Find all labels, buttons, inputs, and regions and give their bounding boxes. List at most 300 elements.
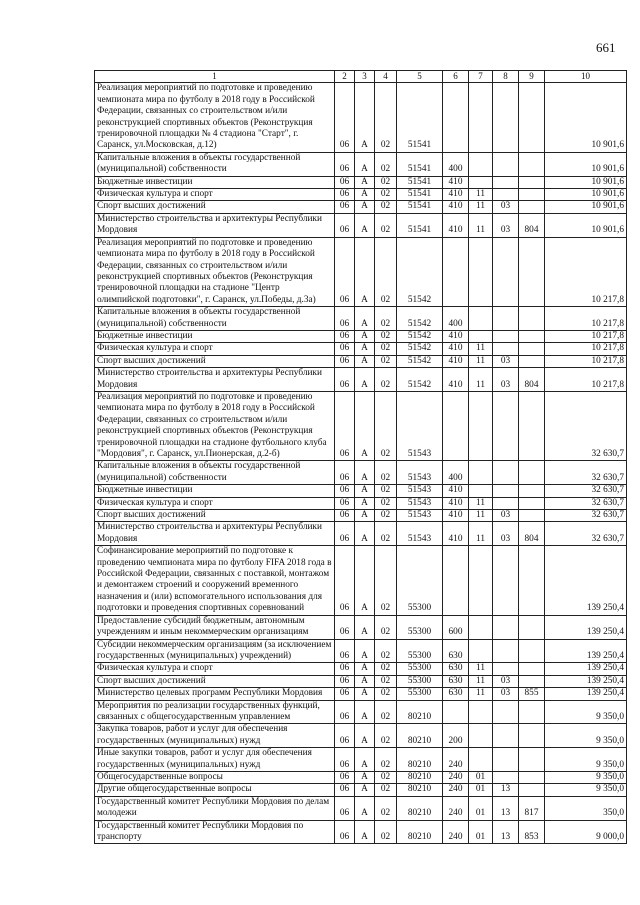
row-code: А xyxy=(355,724,375,748)
row-code: 80210 xyxy=(397,724,443,748)
row-code: 02 xyxy=(375,663,397,675)
row-code: 03 xyxy=(493,675,519,687)
row-code: 11 xyxy=(469,343,493,355)
row-amount: 10 217,8 xyxy=(545,330,627,342)
row-code: 06 xyxy=(335,391,355,460)
column-header: 3 xyxy=(355,71,375,83)
row-code: 804 xyxy=(519,522,545,546)
row-code: А xyxy=(355,189,375,201)
row-description: Капитальные вложения в объекты государственной (муниципальной) собственности xyxy=(95,152,335,176)
row-description: Бюджетные инвестиции xyxy=(95,176,335,188)
row-code: 06 xyxy=(335,368,355,392)
row-code: А xyxy=(355,237,375,306)
table-row xyxy=(95,675,627,687)
row-code: 410 xyxy=(443,176,469,188)
row-code xyxy=(493,771,519,783)
row-code: А xyxy=(355,663,375,675)
row-code xyxy=(493,189,519,201)
row-code: 03 xyxy=(493,368,519,392)
table-row xyxy=(95,343,627,355)
table-row xyxy=(95,771,627,783)
row-code: 06 xyxy=(335,748,355,772)
table-row xyxy=(95,355,627,367)
row-code xyxy=(493,237,519,306)
row-description: Спорт высших достижений xyxy=(95,510,335,522)
row-code: А xyxy=(355,485,375,497)
row-code: А xyxy=(355,546,375,615)
row-code: 240 xyxy=(443,820,469,844)
row-code: 11 xyxy=(469,355,493,367)
row-code: 51543 xyxy=(397,497,443,509)
row-description: Капитальные вложения в объекты государственной (муниципальной) собственности xyxy=(95,307,335,331)
row-code: 02 xyxy=(375,152,397,176)
row-code: 03 xyxy=(493,201,519,213)
row-code: 80210 xyxy=(397,784,443,796)
row-code: 51541 xyxy=(397,176,443,188)
row-code xyxy=(519,201,545,213)
row-code: 06 xyxy=(335,724,355,748)
row-code: 06 xyxy=(335,485,355,497)
row-description: Другие общегосударственные вопросы xyxy=(95,784,335,796)
row-code: 01 xyxy=(469,771,493,783)
row-code xyxy=(469,639,493,663)
table-row xyxy=(95,497,627,509)
table-row xyxy=(95,820,627,844)
row-code: 02 xyxy=(375,83,397,152)
row-code xyxy=(493,330,519,342)
table-row xyxy=(95,152,627,176)
row-code: 02 xyxy=(375,820,397,844)
row-code: А xyxy=(355,176,375,188)
row-code: 02 xyxy=(375,201,397,213)
row-code: 55300 xyxy=(397,675,443,687)
row-code xyxy=(493,663,519,675)
row-code xyxy=(469,615,493,639)
row-description: Физическая культура и спорт xyxy=(95,343,335,355)
table-row xyxy=(95,307,627,331)
row-amount: 139 250,4 xyxy=(545,663,627,675)
row-code: 51542 xyxy=(397,355,443,367)
row-amount: 9 350,0 xyxy=(545,748,627,772)
row-code: 06 xyxy=(335,461,355,485)
row-code: А xyxy=(355,307,375,331)
row-code: 06 xyxy=(335,771,355,783)
row-code: 02 xyxy=(375,522,397,546)
row-description: Софинансирование мероприятий по подготовке к проведению чемпионата мира по футболу FIFA 2018 года в Российской Федерации, связанных с поставкой, монтажом и демонтажем строений и сооружений временного назначения и (или) вспомогательного использования для подготовки и проведения спортивных соревнований xyxy=(95,546,335,615)
table-row xyxy=(95,700,627,724)
row-code: 817 xyxy=(519,796,545,820)
row-code xyxy=(469,237,493,306)
row-code xyxy=(469,307,493,331)
row-code xyxy=(519,391,545,460)
row-code xyxy=(519,152,545,176)
row-code xyxy=(519,784,545,796)
row-code: 13 xyxy=(493,784,519,796)
row-code: А xyxy=(355,152,375,176)
row-code: 410 xyxy=(443,343,469,355)
row-amount: 32 630,7 xyxy=(545,497,627,509)
table-row xyxy=(95,510,627,522)
row-code: 02 xyxy=(375,343,397,355)
row-code: 11 xyxy=(469,189,493,201)
row-code: 630 xyxy=(443,663,469,675)
row-code: 06 xyxy=(335,83,355,152)
row-code xyxy=(469,83,493,152)
row-description: Министерство целевых программ Республики Мордовия xyxy=(95,688,335,700)
row-code: 02 xyxy=(375,391,397,460)
row-code xyxy=(469,485,493,497)
table-row xyxy=(95,639,627,663)
row-code: А xyxy=(355,615,375,639)
row-code: 55300 xyxy=(397,615,443,639)
row-code: 06 xyxy=(335,675,355,687)
row-code xyxy=(469,700,493,724)
row-description: Мероприятия по реализации государственных функций, связанных с общегосударственным управлением xyxy=(95,700,335,724)
row-code xyxy=(519,700,545,724)
page-number: 661 xyxy=(596,40,616,55)
row-code: А xyxy=(355,461,375,485)
row-amount: 139 250,4 xyxy=(545,688,627,700)
row-code: 02 xyxy=(375,546,397,615)
row-code: 02 xyxy=(375,510,397,522)
row-code xyxy=(519,675,545,687)
row-code xyxy=(493,639,519,663)
row-description: Предоставление субсидий бюджетным, автономным учреждениям и иным некоммерческим организациям xyxy=(95,615,335,639)
row-code xyxy=(519,330,545,342)
row-code: 02 xyxy=(375,213,397,237)
row-amount: 10 217,8 xyxy=(545,355,627,367)
row-code: 11 xyxy=(469,213,493,237)
row-code: 11 xyxy=(469,201,493,213)
row-code: 06 xyxy=(335,189,355,201)
row-code xyxy=(469,330,493,342)
row-code xyxy=(493,152,519,176)
table-row xyxy=(95,213,627,237)
row-code: 06 xyxy=(335,213,355,237)
row-code: 02 xyxy=(375,688,397,700)
row-amount: 10 901,6 xyxy=(545,83,627,152)
row-code: 06 xyxy=(335,237,355,306)
row-code: 80210 xyxy=(397,748,443,772)
row-code xyxy=(493,748,519,772)
table-row xyxy=(95,391,627,460)
row-code: 01 xyxy=(469,820,493,844)
row-amount: 10 217,8 xyxy=(545,237,627,306)
row-code: 02 xyxy=(375,700,397,724)
row-code: 51541 xyxy=(397,213,443,237)
row-code: 853 xyxy=(519,820,545,844)
row-code: А xyxy=(355,771,375,783)
row-code xyxy=(493,343,519,355)
row-amount: 9 350,0 xyxy=(545,724,627,748)
table-row xyxy=(95,189,627,201)
row-code: 13 xyxy=(493,796,519,820)
row-code: 51542 xyxy=(397,343,443,355)
row-code: А xyxy=(355,796,375,820)
row-amount: 139 250,4 xyxy=(545,675,627,687)
row-code: 06 xyxy=(335,784,355,796)
row-description: Физическая культура и спорт xyxy=(95,189,335,201)
row-description: Реализация мероприятий по подготовке и проведению чемпионата мира по футболу в 2018 году в Российской Федерации, связанных со строительством и/или реконструкцией спортивных объектов (Реконструкция тренировочной площадки № 4 стадиона "Старт", г. Саранск, ул.Московская, д.12) xyxy=(95,83,335,152)
row-code xyxy=(493,724,519,748)
column-header: 10 xyxy=(545,71,627,83)
row-code xyxy=(469,546,493,615)
row-code: 02 xyxy=(375,355,397,367)
column-header: 6 xyxy=(443,71,469,83)
row-code: 02 xyxy=(375,615,397,639)
row-code xyxy=(469,748,493,772)
row-code: 55300 xyxy=(397,639,443,663)
row-code: 80210 xyxy=(397,771,443,783)
row-code: 06 xyxy=(335,497,355,509)
row-code: 400 xyxy=(443,152,469,176)
row-code: 55300 xyxy=(397,688,443,700)
row-code: 06 xyxy=(335,307,355,331)
row-code: 410 xyxy=(443,522,469,546)
row-code xyxy=(519,237,545,306)
row-description: Министерство строительства и архитектуры Республики Мордовия xyxy=(95,522,335,546)
row-code: 410 xyxy=(443,497,469,509)
row-code: 51543 xyxy=(397,485,443,497)
row-code: 410 xyxy=(443,201,469,213)
row-code: 06 xyxy=(335,522,355,546)
row-amount: 32 630,7 xyxy=(545,461,627,485)
table-row xyxy=(95,176,627,188)
row-code xyxy=(469,391,493,460)
row-code xyxy=(519,748,545,772)
row-code: 06 xyxy=(335,330,355,342)
row-description: Общегосударственные вопросы xyxy=(95,771,335,783)
table-row xyxy=(95,615,627,639)
row-code: А xyxy=(355,330,375,342)
row-code: 06 xyxy=(335,201,355,213)
row-code: 02 xyxy=(375,368,397,392)
row-code xyxy=(519,189,545,201)
table-row xyxy=(95,461,627,485)
row-description: Государственный комитет Республики Мордовия по делам молодежи xyxy=(95,796,335,820)
row-code xyxy=(519,639,545,663)
row-code: 240 xyxy=(443,748,469,772)
table-row xyxy=(95,724,627,748)
row-code: А xyxy=(355,820,375,844)
row-description: Спорт высших достижений xyxy=(95,201,335,213)
table-row xyxy=(95,546,627,615)
row-code xyxy=(469,176,493,188)
row-code: 02 xyxy=(375,330,397,342)
row-code xyxy=(519,343,545,355)
row-code: 804 xyxy=(519,368,545,392)
row-code: 55300 xyxy=(397,546,443,615)
row-code xyxy=(493,700,519,724)
row-code: 06 xyxy=(335,700,355,724)
row-code: 06 xyxy=(335,343,355,355)
row-code xyxy=(443,700,469,724)
row-code: 02 xyxy=(375,461,397,485)
row-description: Физическая культура и спорт xyxy=(95,663,335,675)
row-amount: 10 901,6 xyxy=(545,213,627,237)
row-code xyxy=(519,307,545,331)
row-code: 02 xyxy=(375,771,397,783)
row-code: 630 xyxy=(443,639,469,663)
row-code: 240 xyxy=(443,784,469,796)
row-code: 51542 xyxy=(397,330,443,342)
row-code: 01 xyxy=(469,796,493,820)
row-code: 11 xyxy=(469,522,493,546)
row-code: А xyxy=(355,748,375,772)
row-amount: 139 250,4 xyxy=(545,546,627,615)
row-code xyxy=(443,391,469,460)
row-amount: 9 350,0 xyxy=(545,700,627,724)
table-row xyxy=(95,330,627,342)
row-code: 11 xyxy=(469,663,493,675)
row-code: 400 xyxy=(443,461,469,485)
row-code: А xyxy=(355,368,375,392)
row-amount: 10 217,8 xyxy=(545,368,627,392)
row-code: А xyxy=(355,522,375,546)
row-code: 03 xyxy=(493,688,519,700)
row-code xyxy=(493,461,519,485)
row-amount: 10 217,8 xyxy=(545,307,627,331)
row-code: 02 xyxy=(375,176,397,188)
row-description: Спорт высших достижений xyxy=(95,355,335,367)
row-code: А xyxy=(355,213,375,237)
row-code xyxy=(493,546,519,615)
row-code: 410 xyxy=(443,330,469,342)
row-description: Бюджетные инвестиции xyxy=(95,485,335,497)
column-header: 8 xyxy=(493,71,519,83)
row-code: 06 xyxy=(335,152,355,176)
row-amount: 10 901,6 xyxy=(545,152,627,176)
row-code: 02 xyxy=(375,497,397,509)
row-code: А xyxy=(355,639,375,663)
column-header: 5 xyxy=(397,71,443,83)
row-code xyxy=(519,355,545,367)
row-code xyxy=(493,615,519,639)
table-row xyxy=(95,485,627,497)
row-code: 06 xyxy=(335,510,355,522)
row-description: Физическая культура и спорт xyxy=(95,497,335,509)
row-code: 02 xyxy=(375,237,397,306)
row-code: 06 xyxy=(335,176,355,188)
row-code: 51543 xyxy=(397,461,443,485)
row-description: Бюджетные инвестиции xyxy=(95,330,335,342)
row-code: 240 xyxy=(443,771,469,783)
row-code: 11 xyxy=(469,510,493,522)
table-header-row xyxy=(95,71,627,83)
row-amount: 32 630,7 xyxy=(545,391,627,460)
row-description: Реализация мероприятий по подготовке и проведению чемпионата мира по футболу в 2018 году в Российской Федерации, связанных со строительством и/или реконструкцией спортивных объектов (Реконструкция тренировочной площадки на стадионе "Центр олимпийской подготовки", г. Саранск, ул.Победы, д.3а) xyxy=(95,237,335,306)
row-code: 80210 xyxy=(397,796,443,820)
row-code xyxy=(519,176,545,188)
row-description: Государственный комитет Республики Мордовия по транспорту xyxy=(95,820,335,844)
row-code: 06 xyxy=(335,663,355,675)
row-code: А xyxy=(355,700,375,724)
row-code: 06 xyxy=(335,796,355,820)
row-code: А xyxy=(355,343,375,355)
row-code: 630 xyxy=(443,688,469,700)
row-amount: 9 000,0 xyxy=(545,820,627,844)
row-code: 410 xyxy=(443,510,469,522)
row-code: А xyxy=(355,675,375,687)
row-code: А xyxy=(355,510,375,522)
row-code xyxy=(519,461,545,485)
row-code: 06 xyxy=(335,639,355,663)
table-row xyxy=(95,522,627,546)
row-amount: 9 350,0 xyxy=(545,784,627,796)
row-amount: 32 630,7 xyxy=(545,485,627,497)
row-code: 11 xyxy=(469,675,493,687)
row-description: Капитальные вложения в объекты государственной (муниципальной) собственности xyxy=(95,461,335,485)
row-code: 02 xyxy=(375,307,397,331)
row-code: 02 xyxy=(375,675,397,687)
row-code xyxy=(519,510,545,522)
row-code: 06 xyxy=(335,615,355,639)
row-code: А xyxy=(355,355,375,367)
row-code xyxy=(519,83,545,152)
row-code xyxy=(519,546,545,615)
row-code: 02 xyxy=(375,639,397,663)
row-code xyxy=(469,724,493,748)
row-amount: 350,0 xyxy=(545,796,627,820)
row-code: 200 xyxy=(443,724,469,748)
row-code: 410 xyxy=(443,368,469,392)
table-row xyxy=(95,796,627,820)
row-code: 804 xyxy=(519,213,545,237)
row-code xyxy=(493,497,519,509)
table-row xyxy=(95,201,627,213)
row-code: А xyxy=(355,497,375,509)
row-code: 240 xyxy=(443,796,469,820)
row-code: 03 xyxy=(493,522,519,546)
table-row xyxy=(95,688,627,700)
row-code: 11 xyxy=(469,497,493,509)
row-code xyxy=(443,546,469,615)
row-description: Иные закупки товаров, работ и услуг для обеспечения государственных (муниципальных) нужд xyxy=(95,748,335,772)
row-code xyxy=(519,663,545,675)
row-amount: 10 217,8 xyxy=(545,343,627,355)
row-code: 855 xyxy=(519,688,545,700)
row-code: 80210 xyxy=(397,700,443,724)
table-row xyxy=(95,784,627,796)
table-row xyxy=(95,368,627,392)
row-code: А xyxy=(355,201,375,213)
row-code: 02 xyxy=(375,189,397,201)
row-code: 51542 xyxy=(397,237,443,306)
row-code: 51542 xyxy=(397,368,443,392)
table-row xyxy=(95,663,627,675)
row-code xyxy=(493,391,519,460)
row-code xyxy=(519,615,545,639)
budget-table xyxy=(94,70,627,844)
row-code xyxy=(493,485,519,497)
column-header: 7 xyxy=(469,71,493,83)
row-code: А xyxy=(355,784,375,796)
column-header: 2 xyxy=(335,71,355,83)
row-code: 80210 xyxy=(397,820,443,844)
row-code: 410 xyxy=(443,485,469,497)
row-code: 02 xyxy=(375,748,397,772)
column-header: 9 xyxy=(519,71,545,83)
row-amount: 10 901,6 xyxy=(545,201,627,213)
row-code: 11 xyxy=(469,688,493,700)
row-code: 03 xyxy=(493,510,519,522)
row-code xyxy=(493,307,519,331)
row-amount: 139 250,4 xyxy=(545,615,627,639)
row-code: 02 xyxy=(375,724,397,748)
row-code: 02 xyxy=(375,796,397,820)
row-code: 03 xyxy=(493,213,519,237)
row-code xyxy=(493,176,519,188)
